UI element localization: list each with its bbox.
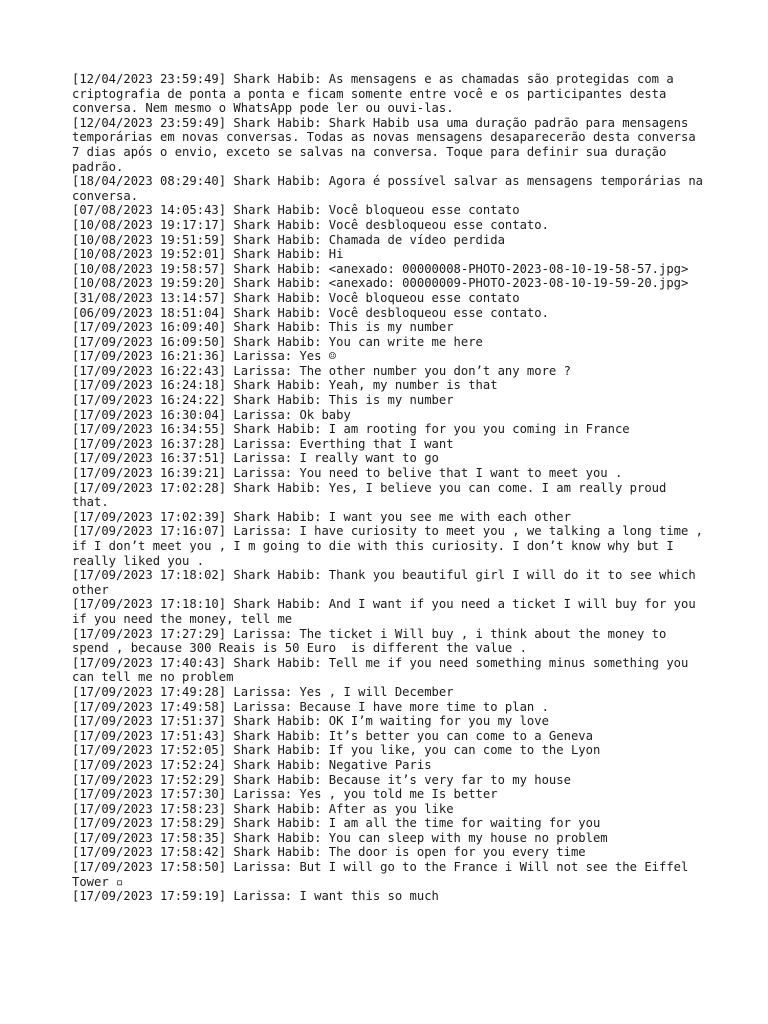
- transcript-line: [17/09/2023 16:24:18] Shark Habib: Yeah, my number is that: [72, 378, 498, 393]
- transcript-line: [17/09/2023 16:37:51] Larissa: I really want to go: [72, 451, 439, 466]
- transcript-line: [17/09/2023 17:27:29] Larissa: The ticket i Will buy , i think about the money to spend , because 300 Reais is 50 Euro is different the value .: [72, 626, 674, 656]
- transcript-line: [10/08/2023 19:58:57] Shark Habib: <anexado: 00000008-PHOTO-2023-08-10-19-58-57.jpg>: [72, 261, 689, 276]
- transcript-line: [17/09/2023 16:09:40] Shark Habib: This is my number: [72, 320, 454, 335]
- transcript-line: [10/08/2023 19:51:59] Shark Habib: Chamada de vídeo perdida: [72, 232, 505, 247]
- transcript-line: [17/09/2023 17:59:19] Larissa: I want this so much: [72, 889, 439, 904]
- transcript-line: [17/09/2023 17:57:30] Larissa: Yes , you told me Is better: [72, 787, 498, 802]
- transcript-line: [17/09/2023 17:58:42] Shark Habib: The door is open for you every time: [72, 845, 586, 860]
- chat-transcript: [72, 72, 711, 904]
- transcript-line: [17/09/2023 16:21:36] Larissa: Yes ☺: [72, 349, 337, 364]
- transcript-line: [06/09/2023 18:51:04] Shark Habib: Você desbloqueou esse contato.: [72, 305, 549, 320]
- transcript-line: [17/09/2023 16:34:55] Shark Habib: I am rooting for you you coming in France: [72, 422, 630, 437]
- transcript-line: [17/09/2023 17:52:05] Shark Habib: If you like, you can come to the Lyon: [72, 743, 601, 758]
- transcript-line: [10/08/2023 19:17:17] Shark Habib: Você desbloqueou esse contato.: [72, 217, 549, 232]
- transcript-line: [17/09/2023 16:37:28] Larissa: Everthing that I want: [72, 436, 454, 451]
- transcript-line: [17/09/2023 17:58:35] Shark Habib: You can sleep with my house no problem: [72, 830, 608, 845]
- transcript-line: [07/08/2023 14:05:43] Shark Habib: Você bloqueou esse contato: [72, 203, 520, 218]
- transcript-line: [10/08/2023 19:52:01] Shark Habib: Hi: [72, 247, 344, 262]
- transcript-line: [17/09/2023 17:51:37] Shark Habib: OK I’m waiting for you my love: [72, 714, 549, 729]
- transcript-line: [17/09/2023 17:02:28] Shark Habib: Yes, I believe you can come. I am really proud that.: [72, 480, 674, 510]
- transcript-line: [12/04/2023 23:59:49] Shark Habib: As mensagens e as chamadas são protegidas com a criptografia de ponta a ponta e ficam somente entre você e os participantes desta conversa. Nem mesmo o WhatsApp pode ler ou ouvi-las.: [72, 72, 682, 116]
- transcript-line: [17/09/2023 17:40:43] Shark Habib: Tell me if you need something minus something you can tell me no problem: [72, 655, 696, 685]
- transcript-line: [17/09/2023 17:58:23] Shark Habib: After as you like: [72, 801, 454, 816]
- transcript-line: [17/09/2023 16:22:43] Larissa: The other number you don’t any more ?: [72, 363, 571, 378]
- transcript-line: [17/09/2023 17:02:39] Shark Habib: I want you see me with each other: [72, 509, 571, 524]
- transcript-line: [10/08/2023 19:59:20] Shark Habib: <anexado: 00000009-PHOTO-2023-08-10-19-59-20.jpg>: [72, 276, 689, 291]
- transcript-line: [17/09/2023 17:58:50] Larissa: But I will go to the France i Will not see the Eiffel Tower ▫: [72, 860, 696, 889]
- transcript-line: [18/04/2023 08:29:40] Shark Habib: Agora é possível salvar as mensagens temporárias na conversa.: [72, 174, 711, 203]
- transcript-line: [17/09/2023 17:18:10] Shark Habib: And I want if you need a ticket I will buy for you if you need the money, tell me: [72, 597, 704, 626]
- transcript-line: [17/09/2023 17:58:29] Shark Habib: I am all the time for waiting for you: [72, 816, 601, 831]
- transcript-line: [17/09/2023 16:24:22] Shark Habib: This is my number: [72, 393, 454, 408]
- transcript-line: [17/09/2023 17:52:29] Shark Habib: Because it’s very far to my house: [72, 772, 571, 787]
- transcript-line: [12/04/2023 23:59:49] Shark Habib: Shark Habib usa uma duração padrão para mensagens temporárias em novas conversas. Todas as novas mensagens desaparecerão desta conversa 7 dias após o envio, exceto se salvas na conversa. Toque para definir sua duração padrão.: [72, 115, 704, 174]
- transcript-line: [17/09/2023 17:51:43] Shark Habib: It’s better you can come to a Geneva: [72, 728, 593, 743]
- transcript-line: [17/09/2023 17:49:28] Larissa: Yes , I will December: [72, 684, 454, 699]
- transcript-line: [17/09/2023 17:52:24] Shark Habib: Negative Paris: [72, 757, 432, 772]
- transcript-line: [17/09/2023 16:39:21] Larissa: You need to belive that I want to meet you .: [72, 466, 623, 481]
- transcript-line: [17/09/2023 16:30:04] Larissa: Ok baby: [72, 407, 351, 422]
- transcript-line: [31/08/2023 13:14:57] Shark Habib: Você bloqueou esse contato: [72, 290, 520, 305]
- transcript-line: [17/09/2023 17:16:07] Larissa: I have curiosity to meet you , we talking a long time , if I don’t meet you , I m going to die with this curiosity. I don’t know why but I really liked you .: [72, 524, 711, 568]
- transcript-line: [17/09/2023 16:09:50] Shark Habib: You can write me here: [72, 334, 483, 349]
- transcript-line: [17/09/2023 17:49:58] Larissa: Because I have more time to plan .: [72, 699, 549, 714]
- transcript-line: [17/09/2023 17:18:02] Shark Habib: Thank you beautiful girl I will do it to see which other: [72, 568, 704, 597]
